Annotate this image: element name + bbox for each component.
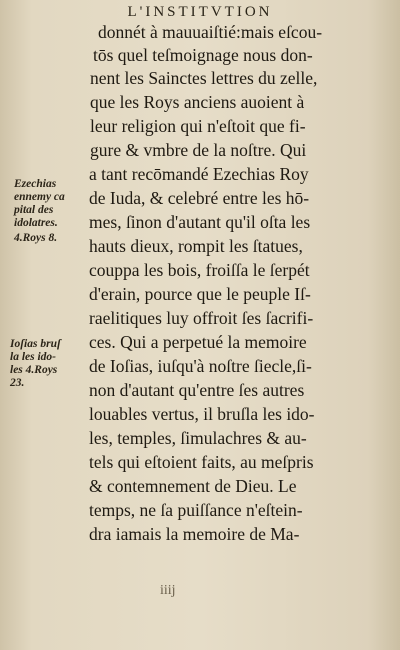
text-line: que les Roys anciens auoient à	[90, 92, 305, 112]
text-line: dra iamais la memoire de Ma-	[89, 524, 300, 544]
margin-note-line: la les ido-	[10, 351, 56, 363]
margin-note-line: les 4.Roys	[10, 364, 58, 376]
text-line: mes, ſinon d'autant qu'il oſta les	[89, 212, 311, 232]
text-line: temps, ne ſa puiſſance n'eſtein-	[89, 500, 303, 520]
text-line: couppa les bois, froiſſa le ſerpét	[89, 260, 310, 280]
text-line: a tant recōmandé Ezechias Roy	[89, 164, 309, 184]
signature-mark: iiij	[160, 583, 176, 598]
text-line: de Ioſias, iuſqu'à noſtre ſiecle,ſi-	[89, 356, 312, 376]
margin-note-line: 4.Roys 8.	[14, 232, 58, 244]
text-line: gure & vmbre de la noſtre. Qui	[90, 140, 307, 160]
text-line: tōs quel teſmoignage nous don-	[93, 45, 313, 65]
text-line: les, temples, ſimulachres & au-	[89, 428, 307, 448]
margin-note-line: Ioſias bruſ	[10, 338, 61, 350]
text-line: donnét à mauuaiſtié:mais eſcou-	[98, 22, 323, 42]
text-line: leur religion qui n'eſtoit que fi-	[90, 116, 306, 136]
text-line: hauts dieux, rompit les ſtatues,	[89, 236, 303, 256]
margin-note-line: Ezechias	[14, 178, 57, 190]
text-line: raelitiques luy offroit ſes ſacrifi-	[89, 308, 314, 328]
text-line: de Iuda, & celebré entre les hō-	[89, 188, 310, 208]
margin-note-line: idolatres.	[14, 217, 58, 229]
running-head: L'INSTITVTION	[127, 4, 273, 20]
text-line: louables vertus, il bruſla les ido-	[89, 404, 315, 424]
margin-note-line: pital des	[14, 204, 54, 216]
margin-note-line: ennemy ca	[14, 191, 65, 203]
margin-note-line: 23.	[10, 377, 25, 389]
text-line: nent les Sainctes lettres du zelle,	[90, 68, 318, 88]
text-line: tels qui eſtoient faits, au meſpris	[89, 452, 314, 472]
text-line: & contemnement de Dieu. Le	[89, 476, 297, 496]
text-line: d'erain, pource que le peuple Iſ-	[89, 284, 311, 304]
text-line: ces. Qui a perpetué la memoire	[89, 332, 307, 352]
text-line: non d'autant qu'entre ſes autres	[89, 380, 305, 400]
